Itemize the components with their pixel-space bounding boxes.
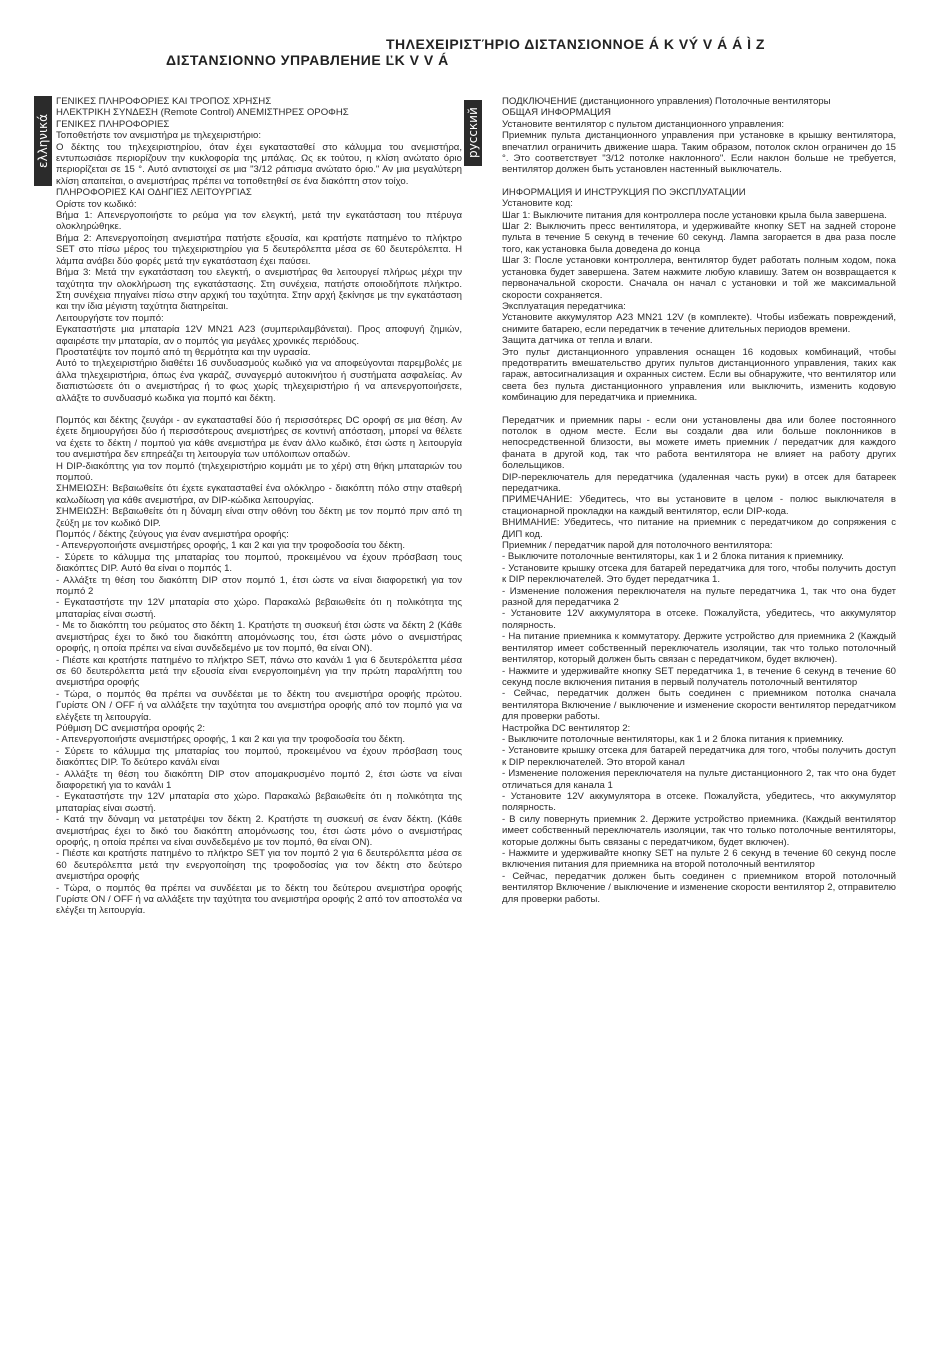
header-title-line-1: ΤΗΛΕΧΕΙΡΙΣΤΉΡΙΟ ΔΙΣΤΑΝΣΙΟΝΝΟΕ Á Κ VÝ V Á Á Ì Z (386, 36, 765, 52)
russian-spacer (502, 404, 896, 415)
greek-paragraph: - Πιέστε και κρατήστε πατημένο το πλήκτρο SET για τον πομπό 2 για 6 δευτερόλεπτα μέσα σε 60 δευτερόλεπτα μετά την ενεργοποίηση της τροφοδοσίας για τον δέκτη στο δεύτερο ανεμιστήρα οροφής (56, 848, 462, 883)
russian-paragraph: - Нажмите и удерживайте кнопку SET передатчика 1, в течение 6 секунд в течение 60 секунд после включения питания в первый получатель потолочный вентилятор (502, 665, 896, 688)
language-tab-russian: русский (464, 100, 482, 166)
russian-paragraph: - Изменение положения переключателя на пульте передатчика 1, так что она будет разной для передатчика 2 (502, 585, 896, 609)
greek-paragraph: - Τώρα, ο πομπός θα πρέπει να συνδέεται με το δέκτη του ανεμιστήρα οροφής πρώτου. Γυρίστε ON / OFF ή να αλλάξετε την ταχύτητα του ανεμιστήρα οροφής από τον πομπό για να ελέγξετε τη λειτουργία. (56, 688, 462, 723)
russian-paragraph: - В силу повернуть приемник 2. Держите устройство приемника. (Каждый вентилятор имеет собственный переключатель изоляции, так что только потолочные вентиляторы, которые должны быть связаны с передатчиком, будет включен). (502, 813, 896, 848)
greek-spacer (56, 404, 462, 415)
greek-paragraph: - Απενεργοποιήστε ανεμιστήρες οροφής, 1 και 2 και για την τροφοδοσία του δέκτη. (56, 734, 406, 746)
russian-paragraph: - Установите 12V аккумулятора в отсеке. Пожалуйста, убедитесь, что аккумулятор полярность. (502, 790, 896, 814)
russian-text-column (502, 96, 896, 905)
greek-paragraph: Βήμα 1: Απενεργοποιήστε το ρεύμα για τον ελεγκτή, μετά την εγκατάσταση του πτέρυγα ολοκληρώθηκε. (56, 210, 462, 233)
russian-paragraph: Настройка DC вентилятор 2: (502, 722, 631, 734)
russian-paragraph: Шаг 3: После установки контроллера, вентилятор будет работать полным ходом, пока установка будет завершена. Затем нажмите любую клавишу. Затем он возвращается к первоначальной скорости. Сначала он начал с установки и той же максимальной скорости сохраняется. (502, 255, 896, 301)
russian-paragraph: Защита датчика от тепла и влаги. (502, 335, 653, 347)
russian-paragraph: ПРИМЕЧАНИЕ: Убедитесь, что вы установите в целом - полюс выключателя в стационарной прокладки на каждый вентилятор, если DIP-кода. (502, 494, 896, 517)
russian-paragraph: - Нажмите и удерживайте кнопку SET на пульте 2 6 секунд в течение 60 секунд после включения питания для приемника на второй потолочный вентилятор (502, 848, 896, 871)
greek-paragraph: - Σύρετε το κάλυμμα της μπαταρίας του πομπού, προκειμένου να έχουν πρόσβαση τους διακόπτες DIP. Το δεύτερο κανάλι είναι (56, 745, 462, 769)
greek-paragraph: - Πιέστε και κρατήστε πατημένο το πλήκτρο SET, πάνω στο κανάλι 1 για 6 δευτερόλεπτα μέσα σε 60 δευτερόλεπτα μετά την εξουσία είναι ενεργοποιημένη για την πρώτη παραλήπτη του ανεμιστήρα οροφής (56, 654, 462, 689)
russian-paragraph: Шаг 2: Выключить пресс вентилятора, и удерживайте кнопку SET на задней стороне пульта в течение 5 секунд в течение 60 секунд. Лампа загорается в два раза после того, как установка была доведена до конца (502, 221, 896, 255)
greek-paragraph: ΣΗΜΕΙΩΣΗ: Βεβαιωθείτε ότι έχετε εγκατασταθεί ένα ολόκληρο - διακόπτη πόλο στην σταθερή καλωδίωση για κάθε ανεμιστήρα, αν DIP-κώδικα λειτουργίας. (56, 483, 462, 506)
russian-paragraph: - Установите крышку отсека для батарей передатчика для того, чтобы получить доступ к DIP переключателей. Это второй канал (502, 745, 896, 768)
greek-paragraph: - Αλλάξτε τη θέση του διακόπτη DIP στον απομακρυσμένο πομπό 2, έτσι ώστε να είναι διαφορετική για το κανάλι 1 (56, 768, 462, 791)
header-title-line-2: ΔΙΣΤΑΝΣΙΟΝΝΟ УПРАВЛЕНИЕ ĽK V V Á (166, 52, 449, 68)
greek-paragraph: Πομπός / δέκτης ζεύγους για έναν ανεμιστήρα οροφής: (56, 529, 289, 541)
russian-paragraph: Передатчик и приемник пары - если они установлены два или более постоянного потолок в одном месте. Если вы создали два или больше поклонников в непосредственной близости, вы можете иметь приемник / передатчик для каждого фаната в другой код, так что работа вентилятора не влияет на работу других болельщиков. (502, 414, 896, 472)
russian-paragraph: ВНИМАНИЕ: Убедитесь, что питание на приемник с передатчиком до сопряжения с ДИП код. (502, 517, 896, 540)
russian-paragraph: ПОДКЛЮЧЕНИЕ (дистанционного управления) Потолочные вентиляторы (502, 96, 831, 107)
greek-paragraph: ΠΛΗΡΟΦΟΡΙΕΣ ΚΑΙ ΟΔΗΓΙΕΣ ΛΕΙΤΟΥΡΓΙΑΣ (56, 187, 252, 199)
greek-paragraph: Η DIP-διακόπτης για τον πομπό (τηλεχειριστήριο κομμάτι με το χέρι) στη θήκη μπαταριών του πομπού. (56, 460, 462, 483)
greek-paragraph: Εγκαταστήστε μια μπαταρία 12V MN21 A23 (συμπεριλαμβάνεται). Προς αποφυγή ζημιών, αφαιρέστε την μπαταρία, αν ο πομπός για μεγάλες χρονικές περιόδους. (56, 324, 462, 347)
greek-paragraph: - Αλλάξτε τη θέση του διακόπτη DIP στον πομπό 1, έτσι ώστε να είναι διαφορετική για τον πομπό 2 (56, 574, 462, 598)
russian-paragraph: - Сейчас, передатчик должен быть соединен с приемником второй потолочный вентилятор Включение / выключение и изменение скорости вентилятор 2, отправителю для проверки работы. (502, 870, 896, 905)
russian-paragraph: - Выключите потолочные вентиляторы, как 1 и 2 блока питания к приемнику. (502, 551, 844, 563)
russian-paragraph: - Сейчас, передатчик должен быть соединен с приемником потолка сначала вентилятора Включение / выключение и изменение скорости вентилятор передатчиком для проверки работы. (502, 688, 896, 723)
russian-paragraph: Установите аккумулятор A23 MN21 12V (в комплекте). Чтобы избежать повреждений, снимите батарею, если передатчик в течение длительных периодов времени. (502, 312, 896, 335)
russian-paragraph: Установите вентилятор с пультом дистанционного управления: (502, 118, 785, 130)
russian-paragraph: - Выключите потолочные вентиляторы, как 1 и 2 блока питания к приемнику. (502, 733, 844, 745)
greek-paragraph: - Εγκαταστήστε την 12V μπαταρία στο χώρο. Παρακαλώ βεβαιωθείτε ότι η πολικότητα της μπαταρίας είναι σωστή. (56, 597, 462, 620)
language-tab-greek: ελληνικά (34, 96, 52, 186)
russian-paragraph: Шаг 1: Выключите питания для контроллера после установки крыла была завершена. (502, 209, 887, 221)
greek-paragraph: Ρύθμιση DC ανεμιστήρα οροφής 2: (56, 722, 206, 734)
greek-paragraph: - Απενεργοποιήστε ανεμιστήρες οροφής, 1 και 2 και για την τροφοδοσία του δέκτη. (56, 540, 406, 552)
greek-paragraph: Αυτό το τηλεχειριστήριο διαθέτει 16 συνδυασμούς κωδικό για να αποφεύγονται παρεμβολές με άλλα τηλεχειριστήρια, όπως ένα γκαράζ, συναγερμό αυτοκινήτου ή συστήματα ασφαλείας. Αν διαπιστώσετε ότι ο ανεμιστήρας ή το φως χωρίς τηλεχειριστήριο ή να απενεργοποιήσετε, αλλάξτε το συνδυασμό κωδικα για πομπό και δέκτη. (56, 358, 462, 404)
greek-paragraph: ΓΕΝΙΚΕΣ ΠΛΗΡΟΦΟΡΙΕΣ ΚΑΙ ΤΡΟΠΟΣ ΧΡΗΣΗΣ (56, 96, 272, 107)
greek-paragraph: Ο δέκτης του τηλεχειριστηρίου, όταν έχει εγκατασταθεί στο κάλυμμα του ανεμιστήρα, εντυπωσιάσε περιορίζουν την κυκλοφορία της μπάλας. Ως εκ τούτου, η κλίση ανώτατο όριο περιορίζεται σε 15 °. Αυτό αντιστοιχεί σε μια "3/12 ράπισμα ανώτατο όριο." Αν μια μεγαλύτερη κλίση απαιτείται, ο ανεμιστήρας πρέπει να τοποθετηθεί σε ένα διακόπτη στον τοίχο. (56, 141, 462, 187)
greek-paragraph: Τοποθετήστε τον ανεμιστήρα με τηλεχειριστήριο: (56, 130, 261, 142)
russian-paragraph: - На питание приемника к коммутатору. Держите устройство для приемника 2 (Каждый вентилятор имеет собственный переключатель изоляции, так что только потолочный вентилятор, который должен быть связан с передатчиком, будет включен). (502, 631, 896, 666)
greek-paragraph: ΣΗΜΕΙΩΣΗ: Βεβαιωθείτε ότι η δύναμη είναι στην οθόνη του δέκτη με τον πομπό πριν από τη ζεύξη με τον κωδικό DIP. (56, 506, 462, 529)
greek-paragraph: ΗΛΕΚΤΡΙΚΗ ΣΥΝΔΕΣΗ (Remote Control) ΑΝΕΜΙΣΤΗΡΕΣ ΟΡΟΦΗΣ (56, 107, 349, 119)
document-header (0, 36, 950, 76)
russian-spacer (502, 176, 896, 187)
greek-paragraph: Ορίστε τον κωδικό: (56, 198, 137, 210)
greek-paragraph: Λειτουργήστε τον πομπό: (56, 312, 164, 324)
greek-paragraph: ΓΕΝΙΚΕΣ ΠΛΗΡΟΦΟΡΙΕΣ (56, 118, 170, 130)
greek-paragraph: Βήμα 2: Απενεργοποίηση ανεμιστήρα πατήστε εξουσία, και κρατήστε πατημένο το πλήκτρο SET στο πίσω μέρος του τηλεχειριστηρίου για 5 δευτερόλεπτα μέσα σε 60 δευτερόλεπτα. Η λάμπα ανάβει δύο φορές μετά την εγκατάσταση έχει παύσει. (56, 232, 462, 267)
greek-paragraph: - Σύρετε το κάλυμμα της μπαταρίας του πομπού, προκειμένου να έχουν πρόσβαση τους διακόπτες DIP. Αυτό θα είναι ο πομπός 1. (56, 551, 462, 575)
greek-paragraph: - Κατά την δύναμη να μετατρέψει τον δέκτη 2. Κρατήστε τη συσκευή σε έναν δέκτη. (Κάθε ανεμιστήρας έχει το δικό του διακόπτη απομόνωσης του, έτσι ώστε μόνο ο ανεμιστήρας οροφής, η οποία πρέπει να είναι συνδεδεμένο με τον πομπό, θα είναι ON). (56, 814, 462, 848)
russian-paragraph: - Установите 12V аккумулятора в отсеке. Пожалуйста, убедитесь, что аккумулятор полярность. (502, 608, 896, 631)
greek-paragraph: Πομπός και δέκτης ζευγάρι - αν εγκατασταθεί δύο ή περισσότερες DC οροφή σε μια θέση. Αν έχετε δημιουργήσει δύο ή περισσότερους ανεμιστήρες σε κοντινή απόσταση, μπορεί να θέλετε να έχετε το δέκτη / πομπού για κάθε ανεμιστήρα με έναν άλλο κωδικό, έτσι ώστε η λειτουργία του ανεμιστήρα δεν επηρεάζει τη λειτουργία των υπόλοιπων οπαδών. (56, 414, 462, 461)
russian-paragraph: Установите код: (502, 198, 573, 210)
russian-paragraph: DIP-переключатель для передатчика (удаленная часть руки) в отсек для батареек передатчика. (502, 471, 896, 494)
russian-paragraph: Приемник / передатчик парой для потолочного вентилятора: (502, 540, 773, 552)
greek-paragraph: - Τώρα, ο πομπός θα πρέπει να συνδέεται με το δέκτη του δεύτερου ανεμιστήρα οροφής Γυρίστε ON / OFF ή να αλλάξετε την ταχύτητα του ανεμιστήρα οροφής 2 από τον αποστολέα να ελέγξει τη λειτουργία. (56, 882, 462, 917)
russian-paragraph: ИНФОРМАЦИЯ И ИНСТРУКЦИЯ ПО ЭКСПЛУАТАЦИИ (502, 186, 746, 198)
russian-paragraph: Приемник пульта дистанционного управления при установке в крышку вентилятора, впечатлил ограничить движение шара. Таким образом, потолок склон ограничен до 15 °. Это соответствует "3/12 потолке наклонного". Если наклон больше не требуется, вентилятор должен быть установлен настенный выключатель. (502, 130, 896, 176)
russian-paragraph: - Установите крышку отсека для батарей передатчика для того, чтобы получить доступ к DIP переключателей. Это будет передатчика 1. (502, 562, 896, 586)
greek-paragraph: Βήμα 3: Μετά την εγκατάσταση του ελεγκτή, ο ανεμιστήρας θα λειτουργεί πλήρως μέχρι την ταχύτητα την ολοκλήρωση της εγκατάστασης. Στη συνέχεια, πατήστε οποιοδήποτε πλήκτρο. Στη συνέχεια πηγαίνει πίσω στην αρχική του ταχύτητα. Στην αρχή ξεκίνησε με την εγκατάσταση και την ίδια μέγιστη ταχύτητα διατηρείται. (56, 267, 462, 313)
russian-paragraph: Эксплуатация передатчика: (502, 300, 626, 312)
greek-paragraph: - Με το διακόπτη του ρεύματος στο δέκτη 1. Κρατήστε τη συσκευή έτσι ώστε να δέκτη 2 (Κάθε ανεμιστήρας έχει το δικό του διακόπτη απομόνωσης του, έτσι ώστε μόνο ο ανεμιστήρας οροφής, η οποία πρέπει να είναι συνδεδεμένο με τον πομπό, θα είναι ON). (56, 620, 462, 655)
russian-paragraph: - Изменение положения переключателя на пульте дистанционного 2, так что она будет отличаться для канала 1 (502, 768, 896, 791)
russian-paragraph: Это пульт дистанционного управления оснащен 16 кодовых комбинаций, чтобы предотвратить вмешательство других пультов дистанционного управления, таких как гараж, автосигнализация и охранных систем. Если вы обнаружите, что вентилятор или света без пульта дистанционного управления или выключить, изменить кодовую комбинацию для передатчика и приемника. (502, 346, 896, 404)
greek-paragraph: Προστατέψτε τον πομπό από τη θερμότητα και την υγρασία. (56, 346, 311, 358)
greek-text-column (56, 96, 462, 917)
russian-paragraph: ОБЩАЯ ИНФОРМАЦИЯ (502, 107, 611, 119)
greek-paragraph: - Εγκαταστήστε την 12V μπαταρία στο χώρο. Παρακαλώ βεβαιωθείτε ότι η πολικότητα της μπαταρίας είναι σωστή. (56, 791, 462, 814)
